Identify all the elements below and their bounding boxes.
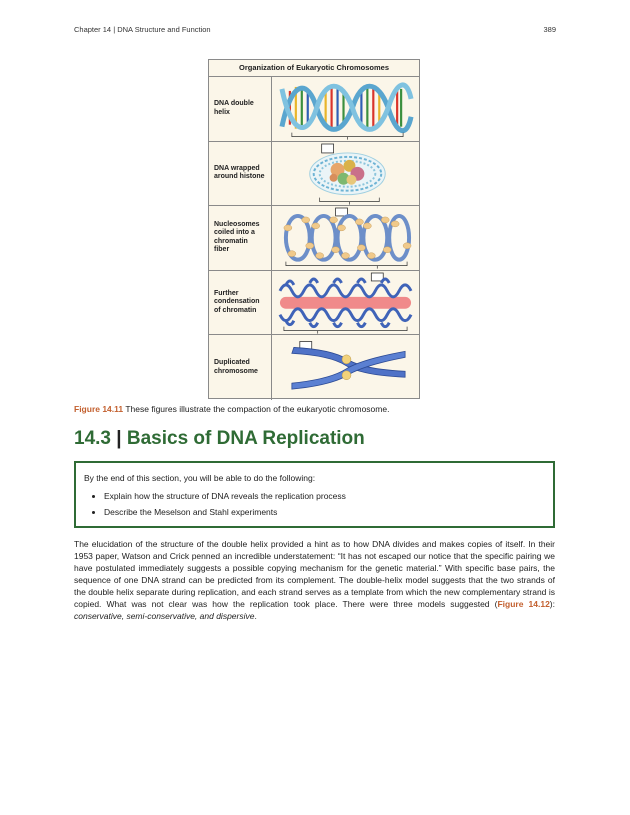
figure-row-condensation [209,271,419,336]
figure-row-nucleosomes [209,206,419,271]
chapter-title: Chapter 14 | DNA Structure and Function [74,25,211,34]
row-label [209,77,272,141]
row-label [209,271,272,335]
row-label-line: of chromatin [214,306,257,314]
figure-caption [74,404,389,414]
row-label-line: around histone [214,173,265,181]
section-separator: | [116,428,122,449]
double-helix-illustration [272,77,419,141]
row-label-line: Further [214,289,239,297]
section-heading [74,428,365,450]
row-label-line: fiber [214,246,230,254]
body-text-part: . [254,611,257,621]
condensed-chromatin-illustration [272,271,419,335]
chromatin-fiber-illustration [272,206,419,270]
row-label [209,206,272,270]
figure-row-histone [209,142,419,207]
row-label-line: helix [214,108,230,116]
objectives-list [84,491,545,517]
page-header [74,25,556,37]
histone-illustration [272,142,419,206]
figure-title: Organization of Eukaryotic Chromosomes [209,60,419,77]
row-label-line: coiled into a [214,229,255,237]
figure-row-double-helix [209,77,419,142]
figure-reference-link[interactable]: Figure 14.12 [497,599,550,609]
row-label-line: DNA wrapped [214,164,260,172]
row-label-line: DNA double [214,100,254,108]
objective-item: • Describe the Meselson and Stahl experiments [104,507,545,517]
page-number: 389 [543,25,556,34]
row-label-line: Duplicated [214,359,250,367]
section-title: Basics of DNA Replication [126,428,365,449]
body-paragraph [74,538,555,622]
row-label-line: Nucleosomes [214,220,260,228]
row-label [209,142,272,206]
chromosome-figure [208,59,420,399]
row-label-line: chromatin [214,237,248,245]
chromosome-illustration [272,335,419,400]
replication-models: conservative, semi-conservative, and dispersive [74,611,255,621]
row-label-line: condensation [214,298,260,306]
body-text-part: The elucidation of the structure of the double helix provided a hint as to how DNA divides and makes copies of itself. In their 1953 paper, Watson and Crick penned an incredible understatement: “It has not escaped our notice that the specific pairing we have postulated immediately suggests a possible copying mechanism for the genetic material.” With specific base pairs, the sequence of one DNA strand can be predicted from its complement. The double-helix model suggests that the two strands of the double helix separate during replication, and each strand serves as a template from which the new complementary strand is copied. What was not clear was how the replication took place. There were three models suggested ( [74,539,555,609]
caption-text: These figures illustrate the compaction of the eukaryotic chromosome. [123,404,390,414]
objectives-intro: By the end of this section, you will be able to do the following: [84,473,316,483]
figure-row-chromosome [209,335,419,400]
objective-item: • Explain how the structure of DNA reveals the replication process [104,491,545,501]
body-text-part: ): [549,599,555,609]
figure-reference[interactable]: Figure 14.11 [74,404,124,414]
learning-objectives-box [74,461,555,528]
row-label-line: chromosome [214,367,258,375]
row-label [209,335,272,400]
section-number: 14.3 [74,428,111,449]
